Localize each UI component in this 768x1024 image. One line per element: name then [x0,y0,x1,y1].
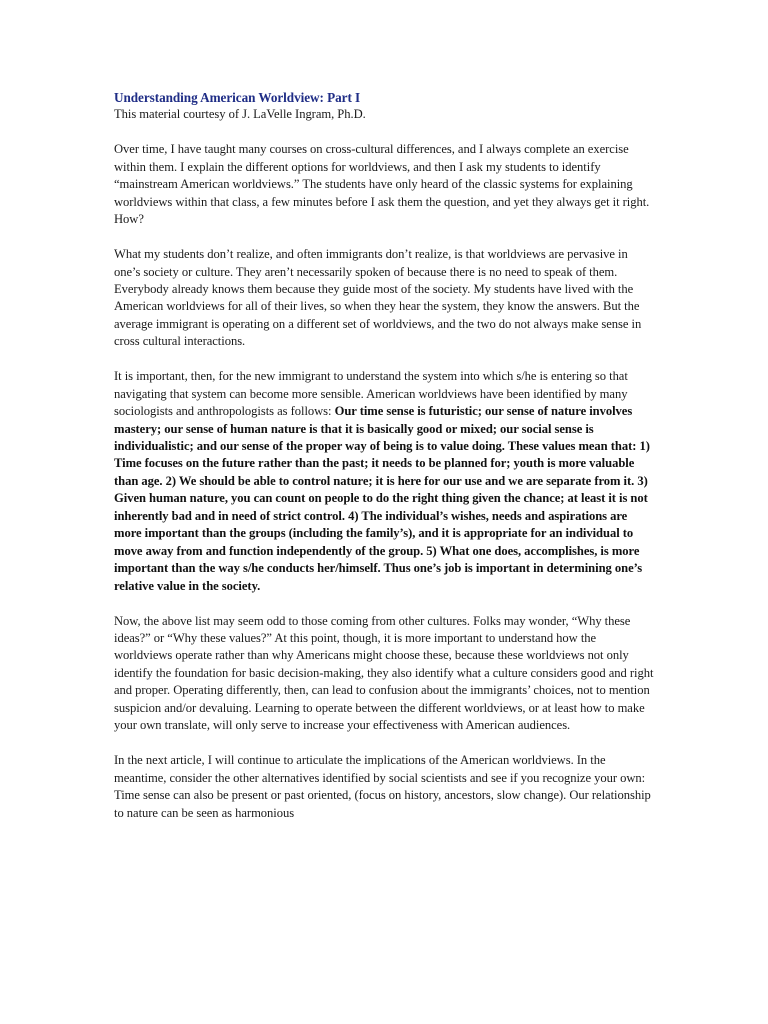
document-title: Understanding American Worldview: Part I [114,90,361,105]
paragraph-1: Over time, I have taught many courses on cross-cultural differences, and I always complete an exercise within them. I explain the different options for worldviews, and then I ask my students to identify “mainstream American worldviews.” The students have only heard of the classic systems for explaining worldviews within that class, a few minutes before I ask them the question, and yet they always get it right. How? [114,142,650,227]
paragraph-3 [114,368,654,595]
document-page [114,89,654,839]
paragraph-3-intro: It is important, then, for the new immigrant to understand the system into which s/he is entering so that navigating that system can become more sensible. American worldviews have been identified by many sociologists and anthropologists as follows: [114,369,628,419]
author-credit: This material courtesy of J. LaVelle Ingram, Ph.D. [114,107,366,122]
paragraph-2: What my students don’t realize, and often immigrants don’t realize, is that worldviews are pervasive in one’s society or culture. They aren’t necessarily spoken of because there is no need to speak of them. Everybody already knows them because they guide most of the society. My students have lived with the American worldviews for all of their lives, so when they hear the system, they know the answers. But the average immigrant is operating on a different set of worldviews, and the two do not always make sense in cross cultural interactions. [114,247,642,349]
paragraph-5: In the next article, I will continue to articulate the implications of the American worldviews. In the meantime, consider the other alternatives identified by social scientists and see if you recognize your own: Time sense can also be present or past oriented, (focus on history, ancestors, slow change). Our relationship to nature can be seen as harmonious [114,753,651,820]
paragraph-4: Now, the above list may seem odd to those coming from other cultures. Folks may wonder, “Why these ideas?” or “Why these values?” At this point, though, it is more important to understand how the worldviews operate rather than why Americans might choose these, because these worldviews not only identify the foundation for basic decision-making, they also identify what a culture considers good and right and proper. Operating differently, then, can lead to confusion about the immigrants’ choices, not to mention suspicion and/or devaluing. Learning to operate between the different worldviews, or at least how to make your own translate, will only serve to increase your effectiveness with American audiences. [114,613,654,733]
paragraph-3-bold-values: Our time sense is futuristic; our sense of nature involves mastery; our sense of human nature is that it is basically good or mixed; our social sense is individualistic; and our sense of the proper way of being is to value doing. These values mean that: 1) Time focuses on the future rather than the past; it needs to be planned for; youth is more valuable than age. 2) We should be able to control nature; it is here for our use and we are separate from it. 3) Given human nature, you can count on people to do the right thing given the chance; at least it is not inherently bad and in need of strict control. 4) The individual’s wishes, needs and aspirations are more important than the groups (including the family’s), and it is appropriate for an individual to move away from and function independently of the group. 5) What one does, accomplishes, is more important than the way s/he conducts her/himself. Thus one’s job is important in determining one’s relative value in the society. [114,404,650,593]
